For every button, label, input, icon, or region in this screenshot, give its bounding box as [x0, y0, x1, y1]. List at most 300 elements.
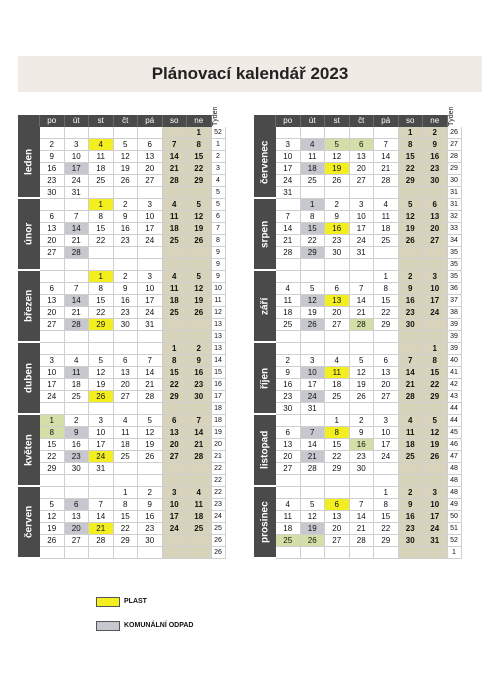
day-cell: 10 [40, 367, 65, 379]
day-cell [138, 403, 163, 415]
day-cell: 22 [423, 379, 448, 391]
day-cell: 26 [350, 391, 375, 403]
day-cell: 3 [138, 199, 163, 211]
day-cell: 23 [399, 307, 424, 319]
day-cell: 18 [301, 163, 326, 175]
day-cell [374, 247, 399, 259]
day-cell: 14 [399, 367, 424, 379]
day-cell: 7 [374, 139, 399, 151]
day-cell: 4 [65, 355, 90, 367]
day-cell: 6 [65, 499, 90, 511]
week-number: 21 [212, 451, 226, 463]
day-cell: 19 [89, 379, 114, 391]
day-cell: 9 [138, 499, 163, 511]
day-cell: 15 [114, 511, 139, 523]
day-cell [187, 319, 212, 331]
week-number: 17 [212, 391, 226, 403]
day-cell [114, 259, 139, 271]
week-number: 39 [448, 319, 462, 331]
day-cell: 29 [187, 175, 212, 187]
day-cell: 24 [138, 307, 163, 319]
day-cell: 1 [114, 487, 139, 499]
day-cell: 25 [163, 235, 188, 247]
day-cell: 6 [40, 283, 65, 295]
day-cell: 15 [423, 367, 448, 379]
day-cell [89, 547, 114, 559]
day-cell: 13 [65, 511, 90, 523]
day-cell: 21 [301, 451, 326, 463]
week-number: 37 [448, 295, 462, 307]
week-number: 44 [448, 415, 462, 427]
day-cell: 17 [89, 439, 114, 451]
day-cell: 12 [301, 511, 326, 523]
day-cell: 19 [350, 379, 375, 391]
day-cell: 6 [163, 415, 188, 427]
day-cell [374, 547, 399, 559]
day-cell: 21 [350, 523, 375, 535]
day-cell: 20 [40, 235, 65, 247]
day-cell: 1 [89, 271, 114, 283]
day-cell: 26 [301, 319, 326, 331]
day-cell: 3 [276, 139, 301, 151]
week-number: 1 [212, 139, 226, 151]
week-number: 18 [212, 415, 226, 427]
day-cell: 1 [187, 127, 212, 139]
week-number: 39 [448, 343, 462, 355]
day-cell: 24 [65, 175, 90, 187]
day-cell: 19 [187, 295, 212, 307]
day-cell: 20 [350, 163, 375, 175]
weekday-header: čt [350, 115, 375, 127]
week-number: 38 [448, 307, 462, 319]
weekday-header: út [301, 115, 326, 127]
day-cell: 12 [350, 367, 375, 379]
day-cell [374, 331, 399, 343]
day-cell: 23 [40, 175, 65, 187]
day-cell: 13 [114, 367, 139, 379]
day-cell [89, 187, 114, 199]
day-cell: 12 [325, 151, 350, 163]
day-cell: 31 [423, 535, 448, 547]
day-cell: 6 [40, 211, 65, 223]
week-number: 29 [448, 163, 462, 175]
day-cell: 26 [89, 391, 114, 403]
day-cell [187, 535, 212, 547]
day-cell: 12 [187, 211, 212, 223]
week-number: 39 [448, 331, 462, 343]
day-cell: 20 [114, 379, 139, 391]
day-cell: 4 [89, 139, 114, 151]
day-cell: 31 [301, 403, 326, 415]
day-cell: 22 [89, 235, 114, 247]
week-number: 41 [448, 367, 462, 379]
day-cell [350, 127, 375, 139]
day-cell: 11 [163, 283, 188, 295]
day-cell [399, 547, 424, 559]
day-cell: 25 [374, 235, 399, 247]
day-cell [374, 475, 399, 487]
day-cell: 25 [276, 535, 301, 547]
week-number: 11 [212, 295, 226, 307]
day-cell: 10 [301, 367, 326, 379]
day-cell: 30 [350, 463, 375, 475]
day-cell: 8 [374, 283, 399, 295]
day-cell: 27 [114, 391, 139, 403]
week-number: 3 [212, 163, 226, 175]
day-cell: 22 [114, 523, 139, 535]
day-cell [40, 259, 65, 271]
day-cell: 21 [374, 163, 399, 175]
day-cell: 14 [374, 151, 399, 163]
day-cell: 19 [187, 223, 212, 235]
day-cell: 21 [89, 523, 114, 535]
day-cell: 5 [325, 139, 350, 151]
day-cell: 3 [374, 415, 399, 427]
day-cell: 2 [138, 487, 163, 499]
day-cell [350, 403, 375, 415]
day-cell: 22 [163, 379, 188, 391]
day-cell [187, 187, 212, 199]
day-cell: 19 [301, 307, 326, 319]
day-cell: 4 [374, 199, 399, 211]
day-cell [276, 415, 301, 427]
day-cell: 28 [276, 247, 301, 259]
day-cell [325, 487, 350, 499]
day-cell: 29 [114, 535, 139, 547]
week-number: 47 [448, 451, 462, 463]
week-number: 10 [212, 283, 226, 295]
month-label: říjen [259, 367, 271, 389]
week-number: 31 [448, 187, 462, 199]
day-cell [187, 247, 212, 259]
day-cell: 25 [65, 391, 90, 403]
week-number: 52 [212, 127, 226, 139]
day-cell: 23 [187, 379, 212, 391]
day-cell: 9 [276, 367, 301, 379]
day-cell: 11 [114, 427, 139, 439]
day-cell: 27 [325, 535, 350, 547]
day-cell: 20 [163, 439, 188, 451]
day-cell: 15 [374, 295, 399, 307]
day-cell: 1 [301, 199, 326, 211]
day-cell [114, 343, 139, 355]
day-cell: 30 [399, 319, 424, 331]
day-cell [276, 271, 301, 283]
day-cell [187, 475, 212, 487]
day-cell [301, 187, 326, 199]
day-cell: 10 [276, 151, 301, 163]
day-cell: 16 [138, 511, 163, 523]
day-cell: 3 [350, 199, 375, 211]
weekday-header: po [276, 115, 301, 127]
day-cell [399, 475, 424, 487]
day-cell: 23 [114, 235, 139, 247]
day-cell: 24 [374, 451, 399, 463]
day-cell [65, 403, 90, 415]
day-cell: 11 [276, 295, 301, 307]
day-cell: 12 [138, 427, 163, 439]
day-cell: 9 [325, 211, 350, 223]
day-cell: 3 [423, 487, 448, 499]
day-cell: 6 [325, 499, 350, 511]
day-cell: 2 [40, 139, 65, 151]
week-number: 28 [448, 151, 462, 163]
week-number: 34 [448, 235, 462, 247]
day-cell: 21 [65, 307, 90, 319]
day-cell: 13 [163, 427, 188, 439]
day-cell: 11 [65, 367, 90, 379]
week-number: 13 [212, 319, 226, 331]
day-cell [163, 331, 188, 343]
week-number: 36 [448, 283, 462, 295]
day-cell: 1 [325, 415, 350, 427]
weekday-header: so [163, 115, 188, 127]
day-cell [65, 343, 90, 355]
day-cell: 3 [40, 355, 65, 367]
day-cell: 18 [163, 295, 188, 307]
day-cell: 12 [399, 211, 424, 223]
day-cell: 1 [399, 127, 424, 139]
day-cell: 13 [40, 295, 65, 307]
day-cell: 13 [374, 367, 399, 379]
day-cell [423, 247, 448, 259]
day-cell: 5 [301, 283, 326, 295]
day-cell: 23 [114, 307, 139, 319]
day-cell [187, 547, 212, 559]
week-number: 45 [448, 427, 462, 439]
week-number: 42 [448, 379, 462, 391]
day-cell: 12 [187, 283, 212, 295]
day-cell: 29 [163, 391, 188, 403]
day-cell: 8 [89, 211, 114, 223]
day-cell: 14 [65, 295, 90, 307]
day-cell: 30 [114, 319, 139, 331]
week-number: 40 [448, 355, 462, 367]
weekday-header: ne [187, 115, 212, 127]
day-cell: 19 [301, 523, 326, 535]
day-cell [423, 547, 448, 559]
day-cell: 18 [374, 223, 399, 235]
day-cell: 22 [40, 451, 65, 463]
day-cell [40, 331, 65, 343]
day-cell: 17 [350, 223, 375, 235]
weekday-header-bar [18, 115, 40, 127]
day-cell: 10 [89, 427, 114, 439]
day-cell: 23 [325, 235, 350, 247]
day-cell: 27 [163, 451, 188, 463]
day-cell [65, 199, 90, 211]
day-cell: 23 [399, 523, 424, 535]
day-cell [276, 487, 301, 499]
day-cell: 3 [138, 271, 163, 283]
day-cell: 15 [399, 151, 424, 163]
day-cell: 11 [325, 367, 350, 379]
day-cell: 30 [187, 391, 212, 403]
day-cell: 6 [138, 139, 163, 151]
day-cell: 29 [399, 175, 424, 187]
day-cell: 14 [65, 223, 90, 235]
week-number: 22 [212, 463, 226, 475]
day-cell: 8 [423, 355, 448, 367]
day-cell: 17 [276, 163, 301, 175]
day-cell: 18 [65, 379, 90, 391]
day-cell [163, 187, 188, 199]
month-label: prosinec [259, 501, 271, 543]
day-cell [301, 343, 326, 355]
day-cell [350, 271, 375, 283]
day-cell [399, 331, 424, 343]
day-cell [138, 187, 163, 199]
day-cell [276, 475, 301, 487]
day-cell [163, 547, 188, 559]
legend-label: KOMUNÁLNÍ ODPAD [124, 622, 194, 629]
day-cell: 9 [423, 139, 448, 151]
day-cell: 6 [114, 355, 139, 367]
day-cell [163, 127, 188, 139]
day-cell [325, 127, 350, 139]
day-cell [374, 187, 399, 199]
day-cell [138, 127, 163, 139]
day-cell [374, 259, 399, 271]
day-cell: 16 [399, 295, 424, 307]
day-cell: 27 [423, 235, 448, 247]
day-cell [89, 403, 114, 415]
day-cell [350, 547, 375, 559]
day-cell: 15 [301, 223, 326, 235]
week-number: 6 [212, 211, 226, 223]
day-cell [350, 331, 375, 343]
day-cell: 22 [187, 163, 212, 175]
day-cell: 6 [423, 199, 448, 211]
day-cell: 7 [399, 355, 424, 367]
day-cell: 20 [138, 163, 163, 175]
day-cell: 17 [40, 379, 65, 391]
day-cell [399, 259, 424, 271]
day-cell: 20 [325, 523, 350, 535]
day-cell: 5 [350, 355, 375, 367]
week-number: 13 [212, 343, 226, 355]
week-number: 24 [212, 511, 226, 523]
day-cell [301, 475, 326, 487]
week-number: 52 [448, 535, 462, 547]
day-cell: 27 [325, 319, 350, 331]
day-cell: 15 [89, 223, 114, 235]
day-cell: 4 [325, 355, 350, 367]
day-cell: 7 [301, 427, 326, 439]
day-cell: 10 [374, 427, 399, 439]
day-cell: 2 [276, 355, 301, 367]
day-cell: 23 [423, 163, 448, 175]
day-cell: 25 [89, 175, 114, 187]
day-cell: 20 [40, 307, 65, 319]
day-cell: 10 [163, 499, 188, 511]
day-cell: 29 [89, 319, 114, 331]
week-number: 48 [448, 475, 462, 487]
day-cell: 10 [138, 283, 163, 295]
day-cell: 9 [65, 427, 90, 439]
day-cell: 17 [163, 511, 188, 523]
month-label: leden [23, 148, 35, 176]
day-cell: 24 [423, 523, 448, 535]
day-cell: 26 [114, 175, 139, 187]
day-cell: 31 [350, 247, 375, 259]
day-cell: 11 [276, 511, 301, 523]
day-cell: 21 [138, 379, 163, 391]
month-label: květen [23, 434, 35, 466]
day-cell: 24 [350, 235, 375, 247]
day-cell: 16 [276, 379, 301, 391]
day-cell: 14 [138, 367, 163, 379]
day-cell [423, 463, 448, 475]
day-cell: 7 [65, 283, 90, 295]
day-cell: 5 [89, 355, 114, 367]
day-cell: 29 [374, 535, 399, 547]
day-cell: 7 [163, 139, 188, 151]
day-cell [187, 259, 212, 271]
week-number: 4 [212, 175, 226, 187]
day-cell [276, 547, 301, 559]
day-cell: 28 [138, 391, 163, 403]
weekday-header: st [89, 115, 114, 127]
month-label: srpen [259, 220, 271, 248]
day-cell: 8 [325, 427, 350, 439]
day-cell: 15 [40, 439, 65, 451]
day-cell: 14 [163, 151, 188, 163]
day-cell: 2 [399, 487, 424, 499]
day-cell: 13 [276, 439, 301, 451]
day-cell: 26 [301, 535, 326, 547]
day-cell: 19 [325, 163, 350, 175]
day-cell [399, 187, 424, 199]
week-number: 14 [212, 355, 226, 367]
day-cell: 18 [276, 523, 301, 535]
week-number: 35 [448, 271, 462, 283]
day-cell [40, 199, 65, 211]
day-cell: 13 [325, 295, 350, 307]
day-cell: 27 [65, 535, 90, 547]
day-cell: 17 [423, 511, 448, 523]
day-cell: 9 [399, 499, 424, 511]
day-cell: 16 [65, 439, 90, 451]
weekday-header: čt [114, 115, 139, 127]
week-number: 2 [212, 151, 226, 163]
day-cell: 22 [374, 307, 399, 319]
day-cell: 30 [138, 535, 163, 547]
day-cell [114, 247, 139, 259]
week-number: 16 [212, 379, 226, 391]
day-cell: 2 [399, 271, 424, 283]
day-cell: 21 [65, 235, 90, 247]
day-cell: 9 [114, 211, 139, 223]
day-cell: 2 [423, 127, 448, 139]
day-cell: 7 [350, 283, 375, 295]
day-cell [325, 259, 350, 271]
month-label: duben [23, 363, 35, 393]
day-cell: 3 [89, 415, 114, 427]
day-cell [423, 403, 448, 415]
month-label: září [259, 297, 271, 315]
day-cell: 15 [187, 151, 212, 163]
day-cell [163, 403, 188, 415]
day-cell: 19 [114, 163, 139, 175]
day-cell: 20 [374, 379, 399, 391]
day-cell [325, 475, 350, 487]
day-cell: 24 [276, 175, 301, 187]
day-cell: 25 [187, 523, 212, 535]
weekday-header: pá [138, 115, 163, 127]
day-cell: 9 [399, 283, 424, 295]
day-cell: 15 [163, 367, 188, 379]
